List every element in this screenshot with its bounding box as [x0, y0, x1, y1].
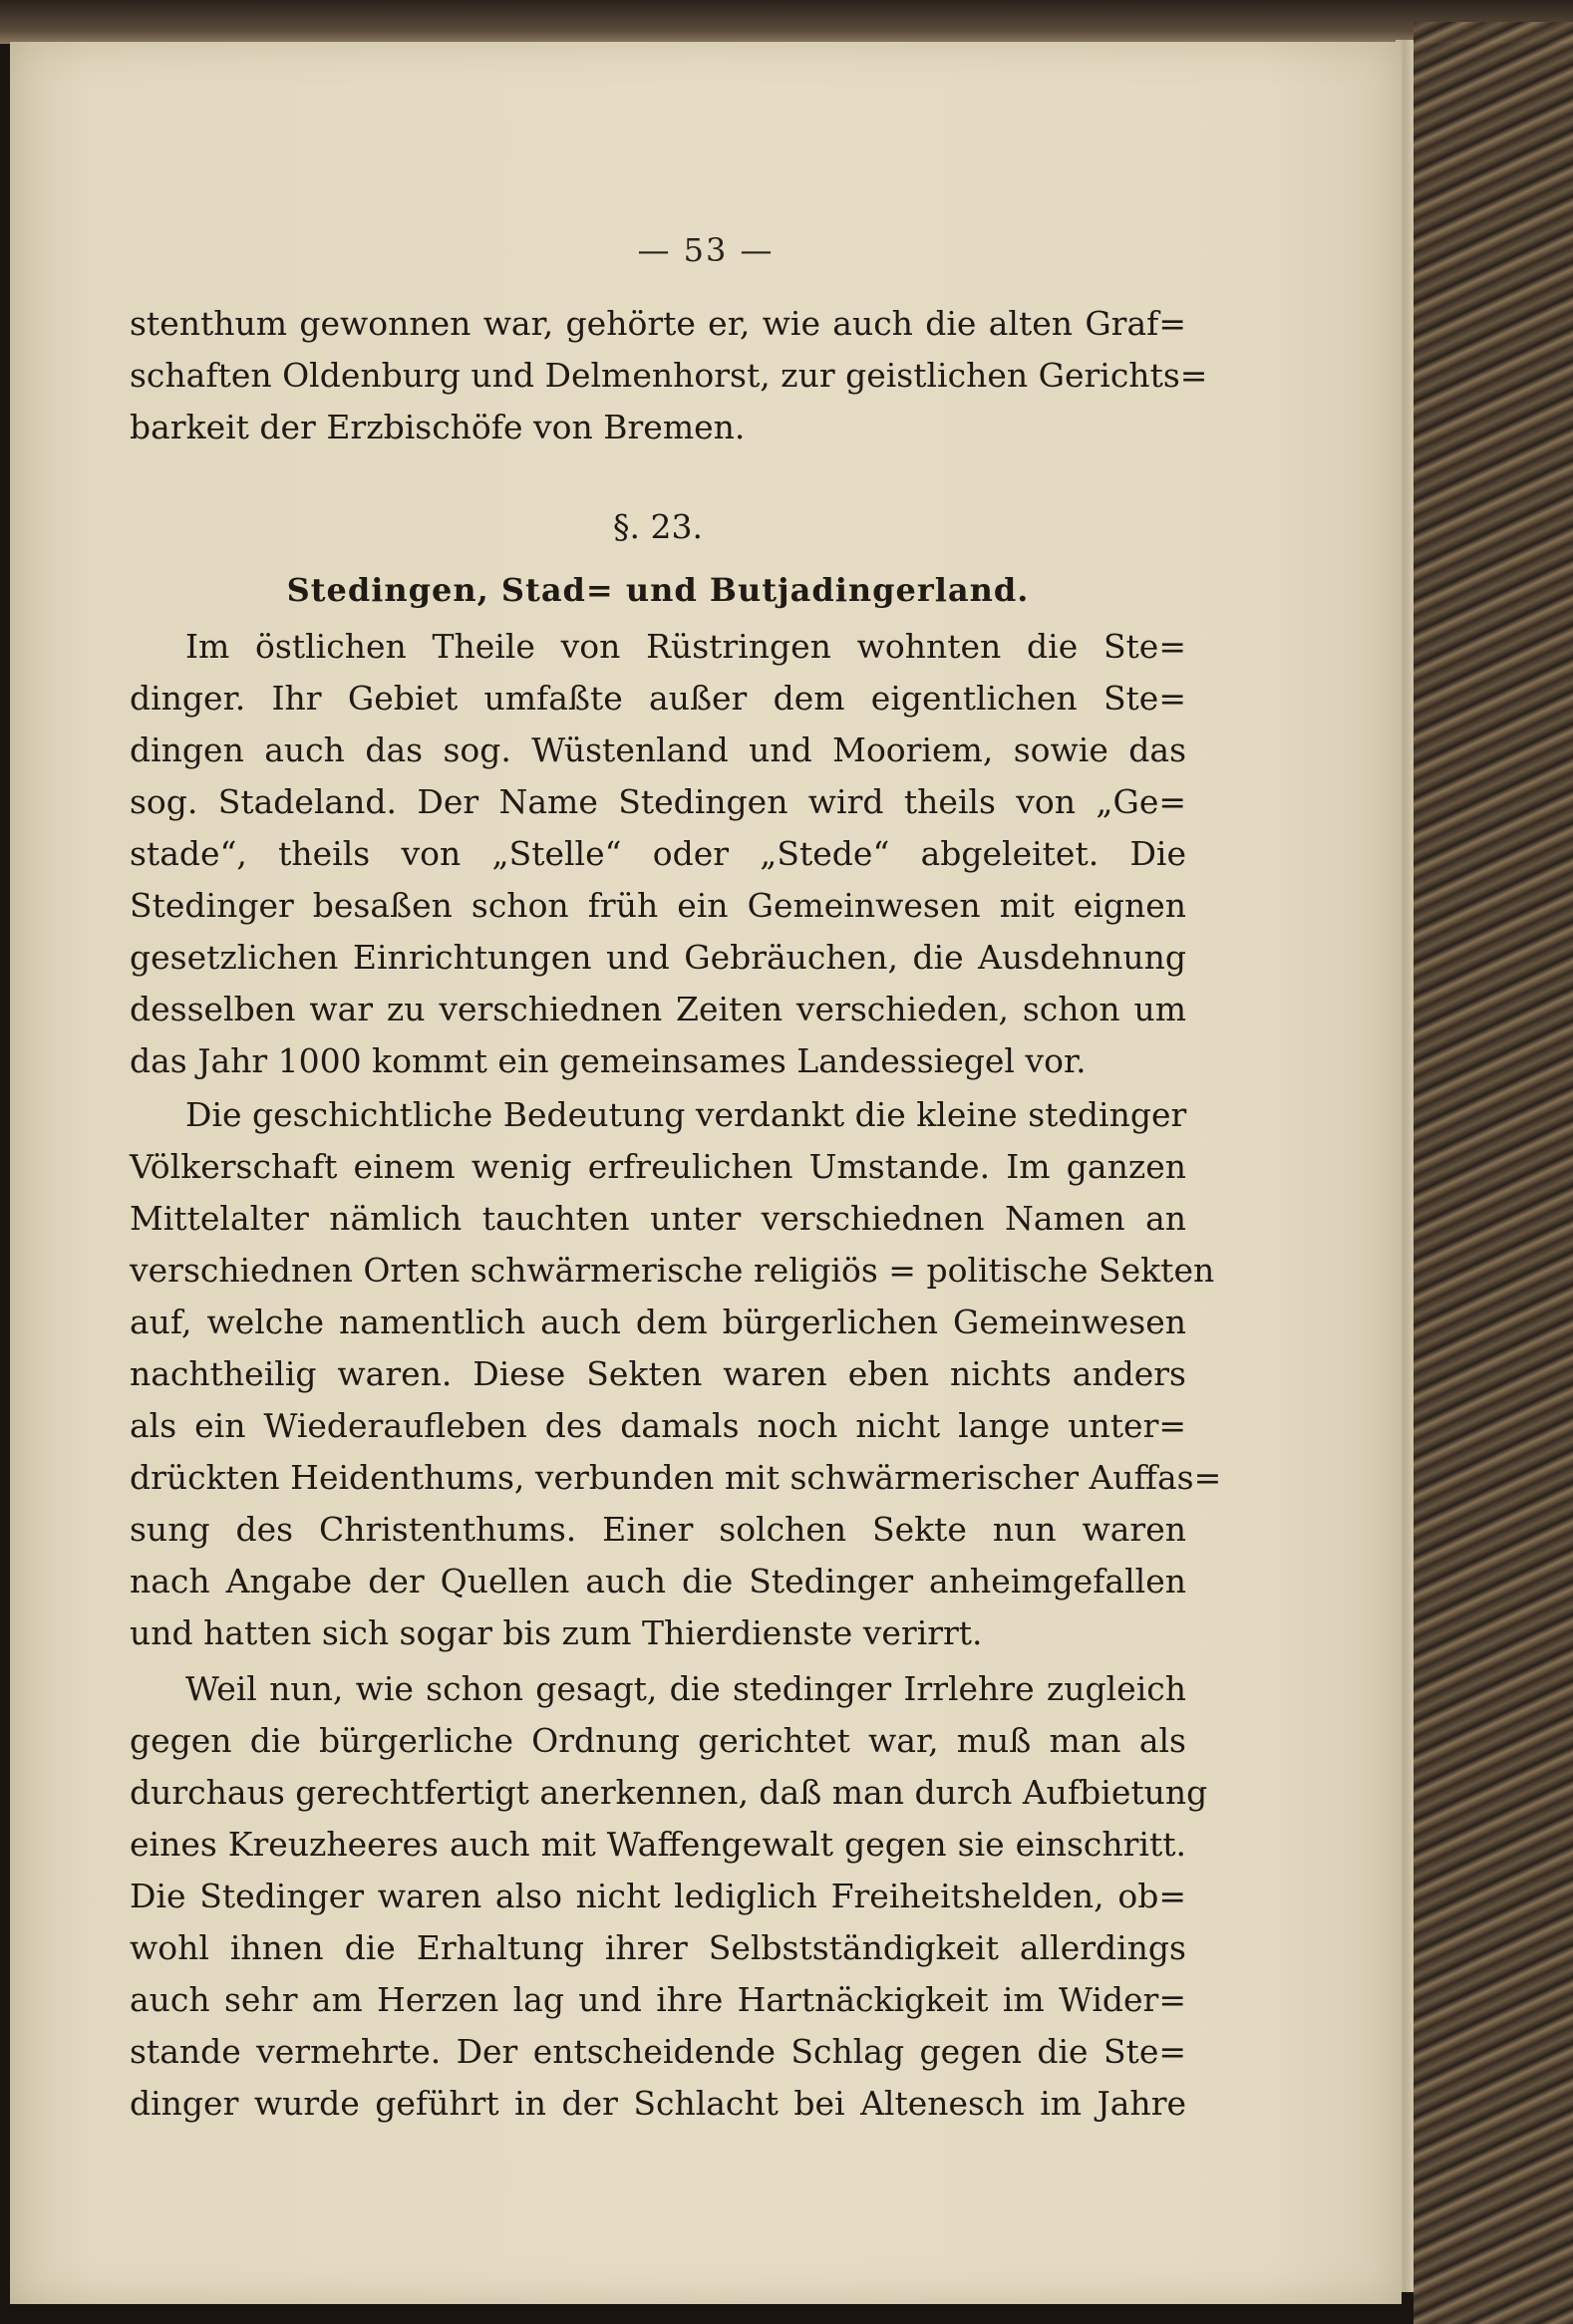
text-line: Die Stedinger waren also nicht lediglich Freiheitshelden, ob=	[130, 1877, 1186, 1915]
text-line: und hatten sich sogar bis zum Thierdienste verirrt.	[130, 1613, 983, 1652]
text-line: Weil nun, wie schon gesagt, die stedinger Irrlehre zugleich	[185, 1669, 1186, 1708]
text-line: dingen auch das sog. Wüstenland und Mooriem, sowie das	[130, 730, 1186, 769]
text-line: stade“, theils von „Stelle“ oder „Stede“ abgeleitet. Die	[130, 834, 1186, 873]
text-line: auch sehr am Herzen lag und ihre Hartnäckigkeit im Wider=	[130, 1980, 1186, 2019]
text-line: dinger. Ihr Gebiet umfaßte außer dem eigentlichen Ste=	[130, 679, 1186, 718]
text-line: stenthum gewonnen war, gehörte er, wie auch die alten Graf=	[130, 304, 1186, 343]
section-heading: Stedingen, Stad= und Butjadingerland.	[286, 571, 1030, 609]
text-line: wohl ihnen die Erhaltung ihrer Selbstständigkeit allerdings	[130, 1928, 1186, 1967]
text-line: barkeit der Erzbischöfe von Bremen.	[130, 408, 746, 446]
text-line: sog. Stadeland. Der Name Stedingen wird theils von „Ge=	[130, 782, 1186, 821]
text-line: Im östlichen Theile von Rüstringen wohnten die Ste=	[185, 627, 1186, 666]
text-line: drückten Heidenthums, verbunden mit schwärmerischer Auffas=	[130, 1458, 1222, 1497]
text-line: als ein Wiederaufleben des damals noch nicht lange unter=	[130, 1406, 1186, 1445]
text-line: gegen die bürgerliche Ordnung gerichtet war, muß man als	[130, 1721, 1186, 1760]
text-line: Völkerschaft einem wenig erfreulichen Umstande. Im ganzen	[130, 1147, 1186, 1186]
page-number: — 53 —	[637, 231, 775, 269]
text-line: nachtheilig waren. Diese Sekten waren eben nichts anders	[130, 1354, 1186, 1393]
text-line: eines Kreuzheeres auch mit Waffengewalt gegen sie einschritt.	[130, 1825, 1186, 1864]
text-line: stande vermehrte. Der entscheidende Schlag gegen die Ste=	[130, 2032, 1186, 2071]
top-edge-shadow	[0, 0, 1573, 44]
text-line: Die geschichtliche Bedeutung verdankt die kleine stedinger	[185, 1095, 1187, 1134]
text-line: sung des Christenthums. Einer solchen Sekte nun waren	[130, 1510, 1186, 1549]
text-line: Mittelalter nämlich tauchten unter verschiednen Namen an	[130, 1199, 1186, 1238]
text-line: schaften Oldenburg und Delmenhorst, zur geistlichen Gerichts=	[130, 356, 1208, 395]
text-line: das Jahr 1000 kommt ein gemeinsames Landessiegel vor.	[130, 1041, 1087, 1080]
text-line: verschiednen Orten schwärmerische religiös = politische Sekten	[130, 1251, 1215, 1290]
text-line: durchaus gerechtfertigt anerkennen, daß man durch Aufbietung	[130, 1773, 1208, 1812]
text-line: auf, welche namentlich auch dem bürgerlichen Gemeinwesen	[130, 1303, 1186, 1341]
text-line: dinger wurde geführt in der Schlacht bei Altenesch im Jahre	[130, 2084, 1186, 2123]
text-line: Stedinger besaßen schon früh ein Gemeinwesen mit eignen	[130, 886, 1186, 925]
text-line: desselben war zu verschiednen Zeiten verschieden, schon um	[130, 990, 1186, 1028]
section-number: §. 23.	[613, 507, 703, 546]
marbled-book-cover	[1414, 22, 1573, 2324]
text-line: nach Angabe der Quellen auch die Stedinger anheimgefallen	[130, 1562, 1186, 1600]
text-line: gesetzlichen Einrichtungen und Gebräuchen, die Ausdehnung	[130, 938, 1186, 977]
